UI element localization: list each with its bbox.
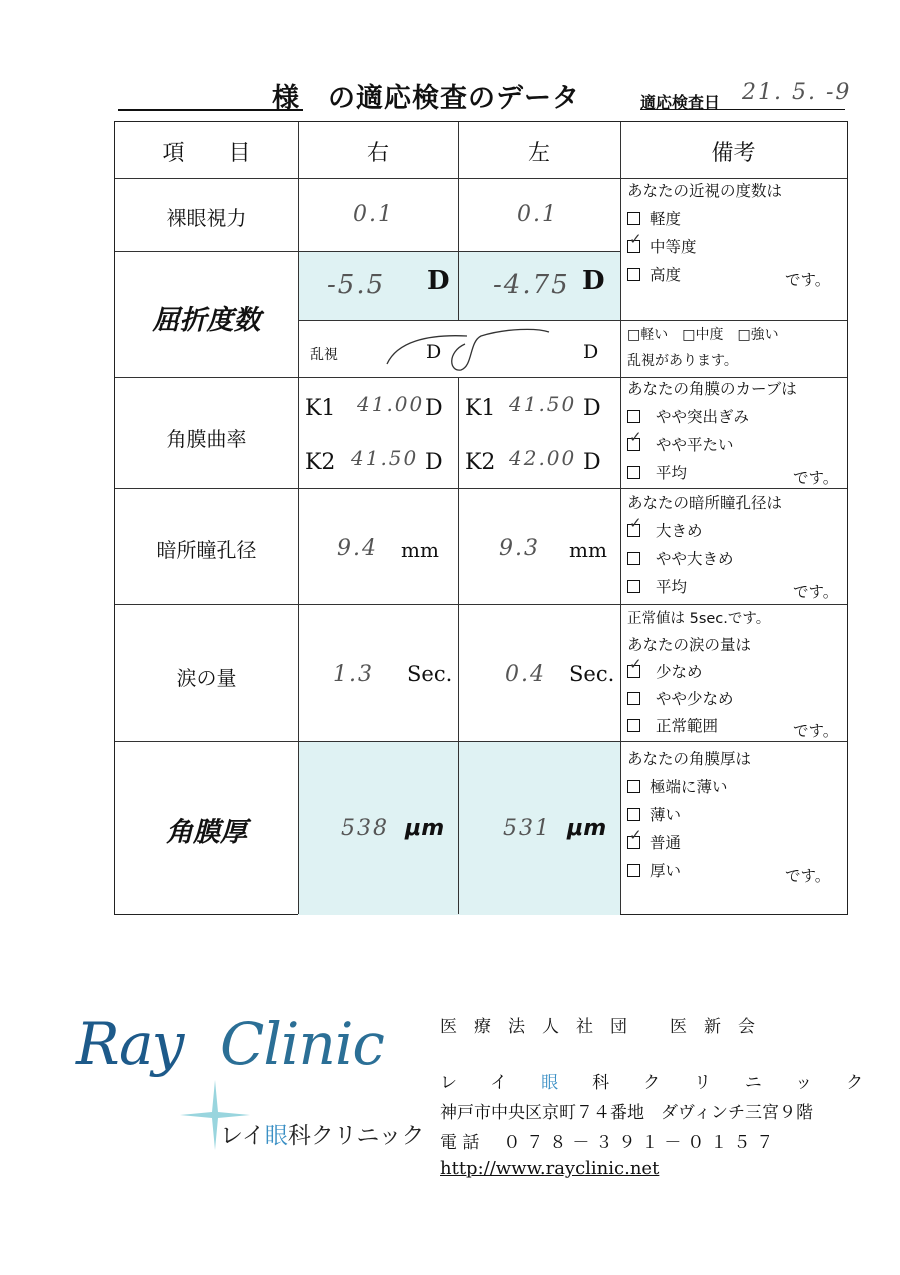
astigmatism-left-unit: D — [583, 341, 599, 363]
checkbox-icon — [627, 692, 640, 705]
thickness-suffix: です。 — [785, 867, 831, 885]
pupil-right: 9.4 — [337, 536, 378, 561]
address: 神戸市中央区京町７４番地 ダヴィンチ三宮９階 — [440, 1103, 813, 1123]
thickness-right: 538 — [341, 816, 389, 841]
curvature-suffix: です。 — [793, 469, 839, 487]
checkbox-icon — [627, 212, 640, 225]
curvature-option-flat: ✓やや平たい — [627, 438, 734, 454]
myopia-option-moderate: ✓中等度 — [627, 240, 697, 256]
pupil-suffix: です。 — [793, 583, 839, 601]
checkbox-icon — [627, 719, 640, 732]
date-underline — [640, 109, 845, 110]
astigmatism-scribble — [377, 322, 557, 374]
left-k1-value: 41.50 — [509, 392, 577, 416]
right-k2-unit: D — [425, 450, 443, 475]
checked-checkbox-icon — [627, 438, 640, 451]
checked-checkbox-icon — [627, 524, 640, 537]
thickness-label: 角膜厚 — [166, 817, 247, 848]
header-left: 左 — [527, 141, 550, 166]
pupil-left: 9.3 — [499, 536, 540, 561]
naked-vision-left: 0.1 — [517, 202, 558, 227]
curvature-option-average: 平均 — [627, 466, 687, 482]
naked-vision-label: 裸眼視力 — [166, 206, 247, 230]
pupil-right-unit: mm — [401, 538, 439, 562]
myopia-option-high: 高度 — [627, 268, 681, 284]
checkbox-icon — [627, 864, 640, 877]
curvature-option-protruding: やや突出ぎみ — [627, 410, 749, 426]
naked-vision-right: 0.1 — [353, 202, 394, 227]
left-k1-unit: D — [583, 396, 601, 421]
checkbox-icon — [627, 410, 640, 423]
tears-right-unit: Sec. — [407, 662, 453, 686]
curvature-note-title: あなたの角膜のカーブは — [627, 380, 797, 398]
header-notes: 備考 — [711, 141, 756, 166]
checkbox-icon — [627, 552, 640, 565]
header-item: 項 目 — [162, 141, 251, 166]
refraction-left-unit: D — [582, 266, 605, 296]
thickness-note-title: あなたの角膜厚は — [627, 750, 752, 768]
page-title: 様 の適応検査のデータ — [272, 83, 580, 114]
exam-data-table — [114, 121, 848, 915]
tears-option-few: ✓少なめ — [627, 665, 703, 681]
right-k2-value: 41.50 — [351, 446, 419, 470]
thickness-left-unit: μm — [567, 816, 607, 841]
corporation-line: 医療法人社団 医新会 — [440, 1017, 772, 1037]
checked-checkbox-icon — [627, 240, 640, 253]
tears-option-normal: 正常範囲 — [627, 719, 718, 735]
logo-ray-text: Ray — [76, 1010, 183, 1078]
checkbox-icon — [627, 466, 640, 479]
pupil-left-unit: mm — [569, 538, 607, 562]
pupil-option-somewhat-large: やや大きめ — [627, 552, 734, 568]
myopia-suffix: です。 — [785, 271, 831, 289]
pupil-option-average: 平均 — [627, 580, 687, 596]
curvature-label: 角膜曲率 — [166, 427, 247, 451]
thickness-option-very-thin: 極端に薄い — [627, 780, 728, 796]
pupil-label: 暗所瞳孔径 — [156, 538, 257, 562]
header-right: 右 — [366, 141, 389, 166]
clinic-name-line: レイ眼科クリニック — [440, 1073, 898, 1093]
checkbox-icon — [627, 268, 640, 281]
left-k1-label: K1 — [465, 396, 496, 421]
tears-option-somewhat-few: やや少なめ — [627, 692, 734, 708]
refraction-label: 屈折度数 — [152, 305, 261, 336]
astigmatism-label: 乱視 — [310, 347, 338, 363]
right-k1-label: K1 — [305, 396, 336, 421]
tears-note-title: あなたの涙の量は — [627, 636, 752, 654]
website-link[interactable]: http://www.rayclinic.net — [440, 1158, 660, 1179]
checked-checkbox-icon — [627, 836, 640, 849]
right-k2-label: K2 — [305, 450, 336, 475]
astigmatism-right-unit: D — [426, 341, 442, 363]
left-k2-value: 42.00 — [509, 446, 577, 470]
checkbox-icon — [627, 580, 640, 593]
myopia-option-mild: 軽度 — [627, 212, 681, 228]
phone-line: 電 話 ０７８－３９１－０１５７ — [440, 1133, 780, 1153]
thickness-option-thin: 薄い — [627, 808, 681, 824]
tears-normal-note: 正常値は 5sec.です。 — [627, 611, 771, 627]
right-k1-unit: D — [425, 396, 443, 421]
tears-left-unit: Sec. — [569, 662, 615, 686]
astigmatism-options: □軽い □中度 □強い — [627, 327, 779, 343]
thickness-option-normal: ✓普通 — [627, 836, 681, 852]
exam-date-label: 適応検査日 — [640, 93, 721, 112]
checked-checkbox-icon — [627, 665, 640, 678]
pupil-note-title: あなたの暗所瞳孔径は — [627, 494, 783, 512]
tears-right: 1.3 — [333, 662, 374, 687]
exam-date-value: 21. 5. -9 — [742, 80, 852, 105]
thickness-right-unit: μm — [405, 816, 445, 841]
left-k2-unit: D — [583, 450, 601, 475]
tears-suffix: です。 — [793, 722, 839, 740]
left-k2-label: K2 — [465, 450, 496, 475]
logo-clinic-text: Clinic — [220, 1010, 384, 1078]
tears-left: 0.4 — [505, 662, 546, 687]
refraction-left: -4.75 — [493, 270, 570, 300]
logo-kana: レイ眼科クリニック — [220, 1123, 425, 1149]
tears-label: 涙の量 — [176, 666, 237, 690]
astigmatism-note: 乱視があります。 — [627, 353, 738, 369]
myopia-note-title: あなたの近視の度数は — [627, 182, 783, 200]
right-k1-value: 41.00 — [357, 392, 425, 416]
thickness-option-thick: 厚い — [627, 864, 681, 880]
refraction-right: -5.5 — [327, 270, 386, 300]
thickness-left: 531 — [503, 816, 551, 841]
pupil-option-large: ✓大きめ — [627, 524, 703, 540]
refraction-right-unit: D — [427, 266, 450, 296]
checkbox-icon — [627, 780, 640, 793]
checkbox-icon — [627, 808, 640, 821]
